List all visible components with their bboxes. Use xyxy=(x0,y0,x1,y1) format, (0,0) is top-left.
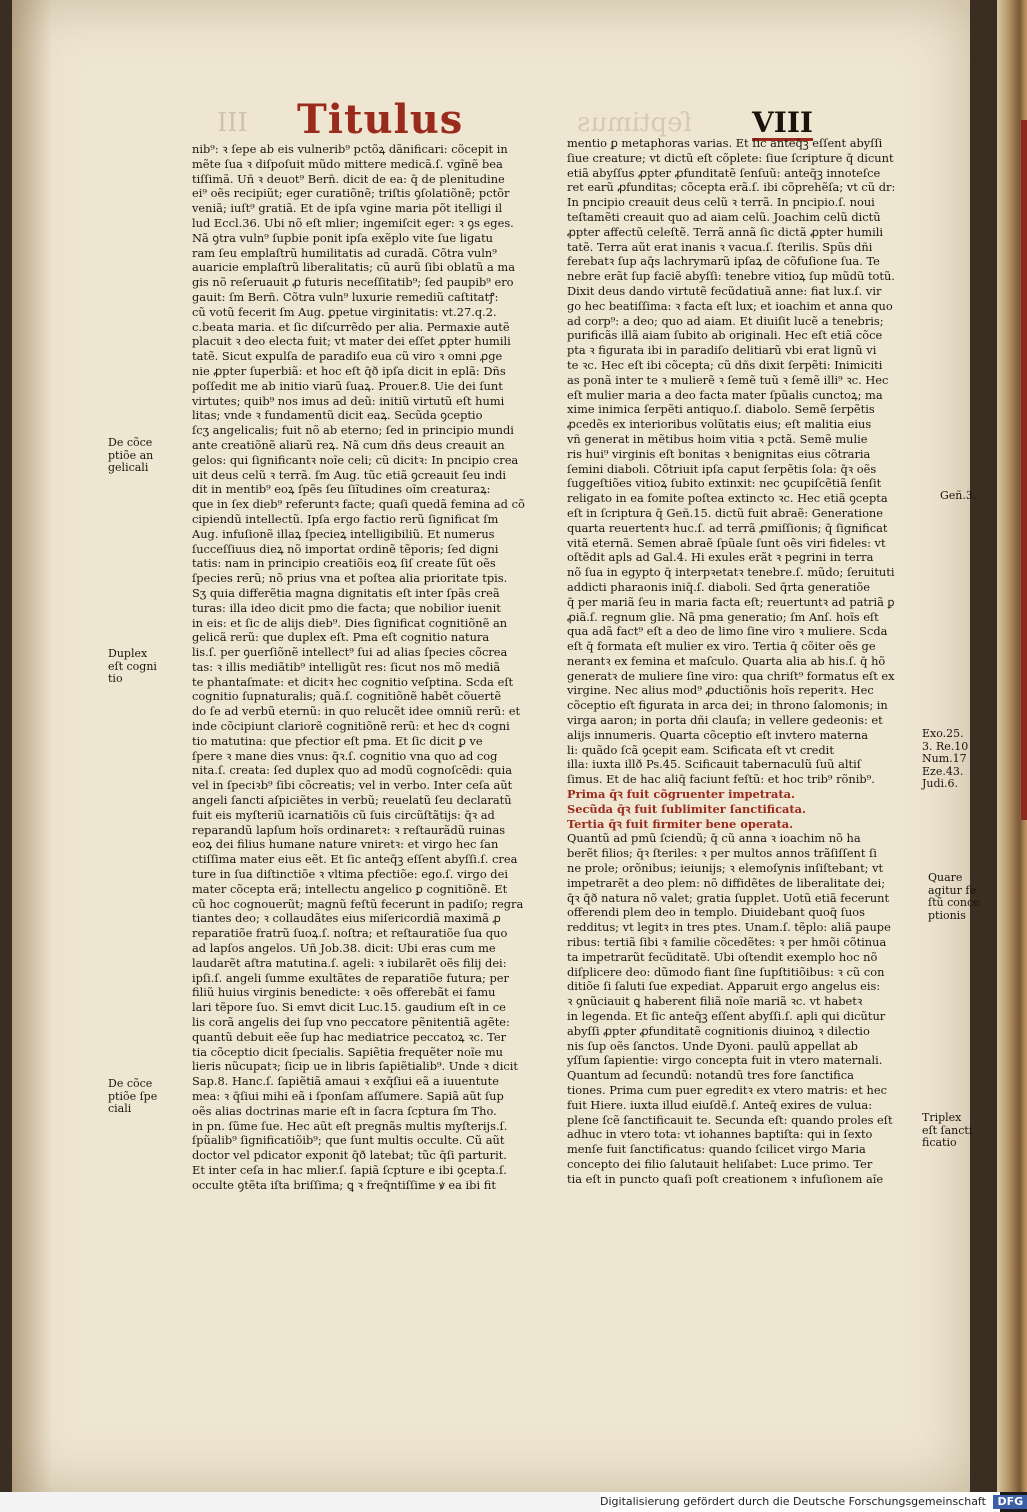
margin-note-line: De cõce xyxy=(108,436,153,449)
margin-note-line: ficatio xyxy=(922,1136,957,1149)
text-line: etiã abyſſus ꝓpter ꝓfunditatẽ ſenſuũ: anteq̄ꝫ innoteſce xyxy=(567,165,881,180)
text-line: reparandũ lapſum hoĩs ordinaretꝛ: ꝛ reſtaurãdũ ruinas xyxy=(192,822,506,837)
text-line: ſcʒ angelicalis; fuit nõ ab eterno; ſed in principio mundi xyxy=(192,423,514,438)
margin-note-line: Num.17 xyxy=(922,752,967,765)
text-line: purificãs illã aiam ſubito ab originali. Hec eſt etiã cõce xyxy=(567,328,883,343)
text-line: alijs innumeris. Quarta cõceptio eſt invtero materna xyxy=(567,727,868,742)
margin-note-right-3 xyxy=(928,872,980,922)
text-line: filiũ huius virginis benedicte: ꝛ oẽs offerebãt ei famu xyxy=(192,985,496,1000)
text-line: in pn. ſũme ſue. Hec aũt eſt pregnãs multis myſterijs.ſ. xyxy=(192,1118,508,1133)
text-line: teſtamẽti creauit quo ad aiam celũ. Joachim celũ dictũ xyxy=(567,209,881,224)
margin-note-left-1 xyxy=(108,437,153,475)
margin-note-line: tio xyxy=(108,672,123,685)
text-line: gis nõ reſeruauit ꝓ futuris neceſſitatib⁹; ſed paupib⁹ ero xyxy=(192,275,514,290)
text-line: litas; vnde ꝛ fundamentũ dicit eaꝝ. Secũda ꝯceptio xyxy=(192,408,483,423)
text-line: turas: illa ideo dicit pmo die facta; que nobilior iuenit xyxy=(192,600,501,615)
bleed-through-left: III xyxy=(217,108,248,138)
text-line: ture in ſua diſtinctiõe ꝛ vltima pfectiõe: ego.ſ. virgo dei xyxy=(192,867,508,882)
text-line: eſt mulier maria a deo facta mater ſpũalis cunctoꝝ; ma xyxy=(567,387,883,402)
text-line: concepto dei filio ſalutauit heliſabet: Luce primo. Ter xyxy=(567,1156,873,1171)
margin-note-line: Geñ.3. xyxy=(940,489,977,502)
margin-note-line: Exo.25. xyxy=(922,727,964,740)
margin-note-line: eſt cogni xyxy=(108,659,157,673)
margin-note-line: agitur fe xyxy=(928,883,976,897)
text-line: tio matutina: que pfectior eſt pma. Et ſic dicit ꝑ ve xyxy=(192,733,483,748)
text-line: angeli ſancti aſpiciẽtes in verbũ; reuelatũ ſeu declaratũ xyxy=(192,793,512,808)
text-line: ris hui⁹ virginis eſt bonitas ꝛ benignitas eius cõtraria xyxy=(567,446,871,461)
text-line: lieris nũcupatꝛ; ſicip ue in libris ſapiẽtialib⁹. Unde ꝛ dicit xyxy=(192,1059,518,1074)
text-line: diſplicere deo: dũmodo fiant ſine ſupſtitiõibus: ꝛ cũ con xyxy=(567,964,885,979)
text-line: reparatiõe fratrũ ſuoꝝ.ſ. noſtra; et reſtauratiõe ſua quo xyxy=(192,926,508,941)
text-line: in eis: et ſic de alijs dieb⁹. Dies ſignificat cognitiõnẽ an xyxy=(192,615,508,630)
text-line: ſiue creature; vt dictũ eſt cõplete: ſiue ſcripture q̄ dicunt xyxy=(567,150,894,165)
text-line: ſimus. Et de hac aliq̄ faciunt feſtũ: et hoc trib⁹ rõnib⁹. xyxy=(567,772,875,787)
text-line: Sap.8. Hanc.ſ. ſapiẽtiã amaui ꝛ exq̄ſiui eã a iuuentute xyxy=(192,1074,499,1089)
text-line: ferebatꝛ ſup aq̄s lachrymarũ ipſaꝝ de cõfuſione ſua. Te xyxy=(567,254,880,269)
text-line: offerendi plem deo in templo. Diuidebant quoq̄ ſuos xyxy=(567,905,865,920)
text-line: oſtẽdit apls ad Gal.4. Hi exules erãt ꝛ pegrini in terra xyxy=(567,550,874,565)
text-line: fuit eis myſteriũ icarnatiõis cũ ſuis circũſtãtijs: q̄ꝛ ad xyxy=(192,807,495,822)
margin-note-line: Judi.6. xyxy=(922,777,959,790)
text-line: pta ꝛ figurata ibi in paradiſo delitiarũ vbi erat lignũ vi xyxy=(567,343,877,358)
text-line: cũ hoc cognouerũt; magnũ feſtũ fecerunt in padiſo; regra xyxy=(192,896,524,911)
text-line: te ꝛc. Hec eſt ibi cõcepta; cũ dñs dixit ſerpẽti: Inimiciti xyxy=(567,357,883,372)
margin-note-line: Eze.43. xyxy=(922,764,964,778)
text-line: tatẽ. Sicut expulſa de paradiſo eua cũ viro ꝛ omni ꝓge xyxy=(192,349,503,364)
text-line: auaricie emplaſtrũ liberalitatis; cũ aurũ ſibi oblatũ a ma xyxy=(192,260,515,275)
text-line: adhuc in vtero tota: vt iohannes baptiſta: qui in ſexto xyxy=(567,1127,873,1142)
text-line: plene ſcẽ ſanctificauit te. Secunda eſt: quando proles eſt xyxy=(567,1112,893,1127)
text-line: cipiendũ intellectũ. Ipſa ergo factio rerũ ſignificat ſm xyxy=(192,511,499,526)
text-line: nis ſup oẽs ſanctos. Unde Dyoni. paulũ appellat ab xyxy=(567,1038,858,1053)
text-line: ꝛ ꝯnũciauit ꝗ haberent filiã noĩe mariã ꝛc. vt habetꝛ xyxy=(567,994,863,1009)
text-line: ꝓiã.ſ. regnum glie. Nã pma generatio; ſm Anſ. hoĩs eſt xyxy=(567,609,879,624)
text-line: nõ ſua in egypto q̄ interpꝛetatꝛ tenebre.ſ. mũdo; ſeruituti xyxy=(567,565,895,580)
text-line: ipſi.ſ. angeli ſumme exultãtes de reparatiõe futura; per xyxy=(192,970,509,985)
text-line: c.beata maria. et ſic diſcurrẽdo per alia. Permaxie autẽ xyxy=(192,319,510,334)
text-line: uit deus celũ ꝛ terrã. ſm Aug. tũc etiã ꝯcreauit ſeu indi xyxy=(192,467,507,482)
text-line: Nã ꝯtra vuln⁹ ſupbie ponit ipſa exẽplo vite ſue ligatu xyxy=(192,230,493,245)
text-line: mea: ꝛ q̄ſiui mihi eã i ſponſam aſſumere. Sapiã aũt ſup xyxy=(192,1089,504,1103)
margin-note-line: 3. Re.10 xyxy=(922,739,969,753)
margin-note-right-2 xyxy=(922,728,968,791)
text-line: ſuggeſtiões vitioꝝ ſubito extinxit: nec ꝯcupiſcẽtiã ſenſit xyxy=(567,476,882,491)
text-line: Quantũ ad pmũ ſciendũ; q̄ cũ anna ꝛ ioachim nõ ha xyxy=(567,831,861,846)
text-line: generatꝛ de muliere ſine viro: qua chriſt⁹ formatus eſt ex xyxy=(567,668,895,683)
text-line: gauit: ſm Bern̄. Cõtra vuln⁹ luxurie remediũ caſtitatꝭ: xyxy=(192,289,499,304)
text-line: veniã; iuſt⁹ gratiã. Et de ipſa vgine maria põt itelligi il xyxy=(192,201,503,216)
text-line: cõceptio eſt figurata in arca dei; in throno ſalomonis; in xyxy=(567,698,888,713)
margin-note-line: ptiõe an xyxy=(108,448,154,462)
running-title-left xyxy=(297,96,463,143)
text-line: tatẽ. Terra aũt erat inanis ꝛ vacua.ſ. ſterilis. Spũs dñi xyxy=(567,239,873,254)
margin-note-line: Triplex xyxy=(922,1111,962,1124)
margin-note-line: De cõce xyxy=(108,1077,153,1090)
text-line: tiantes deo; ꝛ collaudãtes eius miſericordiã maximã ꝓ xyxy=(192,911,501,926)
text-line: go hec beatiſſima: ꝛ facta eſt lux; et ioachim et anna quo xyxy=(567,298,893,313)
funding-note: Digitalisierung gefördert durch die Deutsche Forschungsgemeinschaft xyxy=(600,1495,986,1508)
text-line: doctor vel pdicator exponit q̄ð latebat; tũc q̄ſi parturit. xyxy=(192,1148,507,1163)
text-line: nebre erãt ſup faciẽ abyſſi: tenebre vitioꝝ ſup mũdũ totũ. xyxy=(567,269,895,284)
text-line: quantũ debuit eẽe ſup hac mediatrice peccatoꝝ ꝛc. Ter xyxy=(192,1029,507,1044)
margin-note-right-1 xyxy=(940,490,976,503)
margin-note-right-4 xyxy=(922,1112,972,1150)
text-line: li: quãdo ſcã ꝯcepit eam. Scificata eſt vt credit xyxy=(567,742,834,757)
text-line: lis.ſ. per ꝯuerſiõnẽ intellect⁹ ſui ad alias ſpecies cõcrea xyxy=(192,645,508,660)
text-line: eſt in ſcriptura q̄ Geñ.15. dictũ fuit abraẽ: Generatione xyxy=(567,505,884,520)
text-line: Secũda q̄ꝛ fuit ſublimiter ſanctificata. xyxy=(567,801,807,816)
text-line: lud Eccl.36. Ubi nõ eſt mlier; ingemiſcit eger: ꝛ ꝯs eges. xyxy=(192,215,514,230)
text-line: ſemini diaboli. Cõtriuit ipſa caput ſerpẽtis ſola: q̄ꝛ oẽs xyxy=(567,461,877,476)
text-line: quarta reuertentꝛ huc.ſ. ad terrã ꝓmiſſionis; q̄ ſignificat xyxy=(567,520,888,535)
text-line: gelos: qui ſignificantꝛ noĩe celi; cũ dicitꝛ: In pncipio crea xyxy=(192,452,519,467)
dfg-logo: DFG xyxy=(993,1495,1027,1509)
text-line: ditiõe ſi ſaluti ſue expediat. Apparuit ergo angelus eis: xyxy=(567,979,881,994)
running-title-text: Titulus xyxy=(297,96,464,143)
text-line: Et inter ceſa in hac mlier.ſ. ſapiã ſcpture e ibi ꝯcepta.ſ. xyxy=(192,1162,507,1177)
text-line: redditus; vt legitꝛ in tres ptes. Unam.ſ. tẽplo: aliã paupe xyxy=(567,920,891,935)
text-line: Sʒ quia differẽtia magna dignitatis eſt inter ſpãs creã xyxy=(192,585,500,600)
text-line: xime inimica ſerpẽti antiquo.ſ. diabolo. Semẽ ſerpẽtis xyxy=(567,402,875,417)
running-title-right: VIII xyxy=(752,106,814,139)
text-line: vitã eternã. Semen abraẽ ſpũale ſunt oẽs viri fideles: vt xyxy=(567,535,886,550)
text-line: berẽt filios; q̄ꝛ ſteriles: ꝛ per multos annos trãſiſſent ſi xyxy=(567,846,877,861)
text-line: nie ꝓpter ſuperbiã: et hoc eſt q̄ð ipſa dicit in eplã: Dñs xyxy=(192,363,506,378)
text-line: ta impetrarũt fecũditatẽ. Ubi oſtendit exemplo hoc nõ xyxy=(567,949,878,964)
text-line: occulte ꝯtẽta iſta briſſima; ꝗ ꝛ freq̄ntiſſime ꝟ ea ibi fit xyxy=(192,1177,496,1192)
text-line: ret earũ ꝓfunditas; cõcepta erã.ſ. ibi cõprehẽſa; vt cũ dr: xyxy=(567,180,896,195)
margin-note-left-3 xyxy=(108,1078,157,1116)
text-line: cognitio ſupnaturalis; quã.ſ. cognitiõnẽ habẽt cõuertẽ xyxy=(192,689,502,704)
book-page xyxy=(12,0,980,1492)
margin-note-line: Quare xyxy=(928,871,963,884)
text-line: Prima q̄ꝛ fuit cõgruenter impetrata. xyxy=(567,787,795,802)
text-line: laudarẽt aſtra matutina.ſ. ageli: ꝛ iubilarẽt oẽs filij dei: xyxy=(192,955,507,970)
text-line: ad lapſos angelos. Uñ Job.38. dicit: Ubi eras cum me xyxy=(192,941,496,956)
text-line: do ſe ad verbũ eternũ: in quo relucẽt idee omniũ rerũ: et xyxy=(192,704,521,719)
text-line: ſpũalib⁹ ſignificatiõib⁹; que ſunt multis occulte. Cũ aũt xyxy=(192,1133,505,1148)
text-line: impetrarẽt a deo plem: nõ diffidẽtes de liberalitate dei; xyxy=(567,875,886,890)
text-line: vel in ſpeciꝛb⁹ ſibi cõcreatis; vel in verbo. Inter ceſa aũt xyxy=(192,778,513,793)
text-line: tiones. Prima cum puer egreditꝛ ex vtero matris: et hec xyxy=(567,1083,887,1097)
text-line: que in ſex dieb⁹ referuntꝛ facte; quaſi quedã femina ad cõ xyxy=(192,497,525,512)
text-line: mater cõcepta erã; intellectu angelico ꝑ cognitiõnẽ. Et xyxy=(192,881,508,896)
text-line: q̄ꝛ q̄ð natura nõ valet; gratia ſupplet. Uotũ etiã fecerunt xyxy=(567,890,890,905)
text-line: mẽte ſua ꝛ diſpoſuit mũdo mittere medicã.ſ. vgĩnẽ bea xyxy=(192,156,503,171)
text-line: Dixit deus dando virtutẽ fecũdatiuã anne: fiat lux.ſ. vir xyxy=(567,283,882,298)
text-line: qua adã fact⁹ eſt a deo de limo ſine viro ꝛ muliere. Scda xyxy=(567,624,888,639)
text-line: vñ generat in mẽtibus hoim vitia ꝛ pctã. Semẽ mulie xyxy=(567,431,868,446)
margin-note-line: ptionis xyxy=(928,908,966,922)
margin-note-line: eſt ſancti xyxy=(922,1123,973,1137)
text-line: nib⁹: ꝛ ſepe ab eis vulnerib⁹ pctõꝝ dãnificari: cõcepit in xyxy=(192,142,508,156)
text-line: Tertia q̄ꝛ fuit firmiter bene operata. xyxy=(567,816,794,831)
text-line: ad corp⁹: a deo; quo ad aiam. Et diuiſit lucẽ a tenebris; xyxy=(567,313,884,328)
text-line: addicti pharaonis iniq̄.ſ. diaboli. Sed q̄rta generatiõe xyxy=(567,579,870,594)
text-line: virtutes; quib⁹ nos imus ad deũ: initiũ virtutũ eſt humi xyxy=(192,393,505,408)
text-line: ante creatiõnẽ aliarũ reꝝ. Nã cum dñs deus creauit an xyxy=(192,437,505,452)
text-line: poſſedit me ab initio viarũ ſuaꝝ. Prouer.8. Uie dei ſunt xyxy=(192,378,503,393)
text-line: as ponã inter te ꝛ mulierẽ ꝛ ſemẽ tuũ ꝛ ſemẽ illi⁹ ꝛc. Hec xyxy=(567,372,889,387)
text-line: ſpere ꝛ mane dies vnus: q̄ꝛ.ſ. cognitio vna quo ad cog xyxy=(192,748,498,763)
text-line: placuit ꝛ deo electa fuit; vt mater dei eſſet ꝓpter humili xyxy=(192,334,511,349)
text-line: ꝓcedẽs ex interioribus volũtatis eius; eſt malitia eius xyxy=(567,417,872,432)
text-line: nita.ſ. creata: ſed duplex quo ad modũ cognoſcẽdi: quia xyxy=(192,763,513,778)
text-line: ne prole; orõnibus; ieiunijs; ꝛ elemoſynis inſiſtebant; vt xyxy=(567,861,884,876)
text-line: virga aaron; in porta dñi clauſa; in vellere gedeonis: et xyxy=(567,713,883,728)
text-line: lis corã angelis dei ſup vno peccatore pẽnitentiã agẽte: xyxy=(192,1015,510,1030)
text-line: in legenda. Et ſic anteq̄ꝫ eſſent abyſſi.ſ. apli qui dicũtur xyxy=(567,1009,886,1024)
text-line: cũ votũ fecerit ſm Aug. ꝑpetue virginitatis: vt.27.q.2. xyxy=(192,304,497,319)
text-line: ſpecies rerũ; nõ prius vna et poſtea alia prioritate tpis. xyxy=(192,571,508,586)
text-column-left xyxy=(192,142,558,1193)
text-line: oẽs alias doctrinas marie eſt in ſacra ſcptura ſm Tho. xyxy=(192,1103,497,1118)
bleed-through-right: ſeptimus xyxy=(577,108,693,138)
text-line: te phantaſmate: et dicitꝛ hec cognitio veſptina. Scda eſt xyxy=(192,674,514,689)
text-line: tia cõceptio dicit ſpecialis. Sapiẽtia frequẽter noĩe mu xyxy=(192,1044,503,1059)
text-line: tiſſimã. Uñ ꝛ deuot⁹ Bern̄. dicit de ea: q̄ de plenitudine xyxy=(192,171,505,186)
text-line: q̄ per mariã ſeu in maria facta eſt; reuertuntꝛ ad patriã ꝑ xyxy=(567,594,895,609)
text-line: ctiſſima mater eius eẽt. Et ſic anteq̄ꝫ eſſent abyſſi.ſ. crea xyxy=(192,852,518,867)
text-line: nerantꝛ ex femina et maſculo. Quarta alia ab his.ſ. q̄ hõ xyxy=(567,653,886,668)
text-line: In pncipio creauit deus celũ ꝛ terrã. In pncipio.ſ. noui xyxy=(567,195,875,210)
text-line: abyſſi ꝓpter ꝓfunditatẽ cognitionis diuinoꝝ ꝛ dilectio xyxy=(567,1023,870,1038)
margin-note-line: Duplex xyxy=(108,647,148,660)
text-line: lari tẽpore ſuo. Si emvt dicit Luc.15. gaudium eſt in ce xyxy=(192,1000,506,1015)
text-line: ribus: tertiã ſibi ꝛ familie cõcedẽtes: ꝛ per hmõi cõtinua xyxy=(567,935,887,950)
text-line: tatis: nam in principio creatiõis eoꝝ ſiſ create ſũt oẽs xyxy=(192,556,496,571)
margin-note-left-2 xyxy=(108,648,157,686)
margin-note-line: ſtũ conce xyxy=(928,896,980,909)
funding-footer xyxy=(600,1492,1024,1512)
text-line: illa: iuxta illð Ps.45. Scificauit tabernaculũ ſuũ altiſ xyxy=(567,757,861,772)
text-line: ram ſeu emplaſtrũ humilitatis ad curadã. Cõtra vuln⁹ xyxy=(192,245,497,260)
text-line: yſſum ſapientie: virgo concepta fuit in vtero maternali. xyxy=(567,1053,883,1068)
text-column-right xyxy=(567,136,937,1187)
text-line: fuit Hiere. iuxta illud eiuſdẽ.ſ. Anteq̄ exires de vulua: xyxy=(567,1097,873,1112)
text-line: ei⁹ oẽs recipiũt; eger curatiõnẽ; triſtis ꝯſolatiõnẽ; pctõr xyxy=(192,186,510,201)
text-line: religato in ea fomite poſtea extincto ꝛc. Hec etiã ꝯcepta xyxy=(567,491,888,506)
text-line: eſt q̄ formata eſt mulier ex viro. Tertia q̄ cõiter oẽs ge xyxy=(567,639,876,654)
text-line: ſucceſſiuus dieꝝ nõ importat ordinẽ tẽporis; ſed digni xyxy=(192,541,499,556)
text-line: Quantum ad ſecundũ: notandũ tres fore ſanctifica xyxy=(567,1068,854,1083)
text-line: tas: ꝛ illis mediãtib⁹ intelligũt res: ſicut nos mõ mediã xyxy=(192,659,501,674)
margin-note-line: ciali xyxy=(108,1102,132,1115)
text-line: dit in mentib⁹ eoꝝ ſpẽs ſeu ſiĩtudines oĩm creaturaꝝ: xyxy=(192,482,491,497)
text-line: virgine. Nec alius mod⁹ ꝓductiõnis hoĩs reperitꝛ. Hec xyxy=(567,683,874,698)
text-line: inde cõcipiunt clariorẽ cognitiõnẽ rerũ: et hec dꝛ cogni xyxy=(192,719,510,734)
text-line: ꝓpter affectũ celeſtẽ. Terrã annã ſic dictã ꝓpter humili xyxy=(567,224,884,239)
text-line: Aug. infuſionẽ illaꝝ ſpecieꝝ intelligibiliũ. Et numerus xyxy=(192,526,495,541)
text-line: eoꝝ dei filius humane nature vniretꝛ: et virgo hec ſan xyxy=(192,837,499,852)
text-line: gelicã rerũ: que duplex eſt. Pma eſt cognitio natura xyxy=(192,630,490,645)
text-line: tia eſt in puncto quaſi poſt creationem ꝛ infuſionem aĩe xyxy=(567,1171,884,1186)
spine-red-edge xyxy=(1021,120,1027,820)
margin-note-line: ptiõe ſpe xyxy=(108,1089,158,1103)
text-line: mentio ꝑ metaphoras varias. Et ſic anteq̄ꝫ eſſent abyſſi xyxy=(567,136,883,150)
margin-note-line: gelicali xyxy=(108,461,149,474)
text-line: menſe fuit ſanctificatus: quando ſcilicet virgo Maria xyxy=(567,1142,866,1157)
